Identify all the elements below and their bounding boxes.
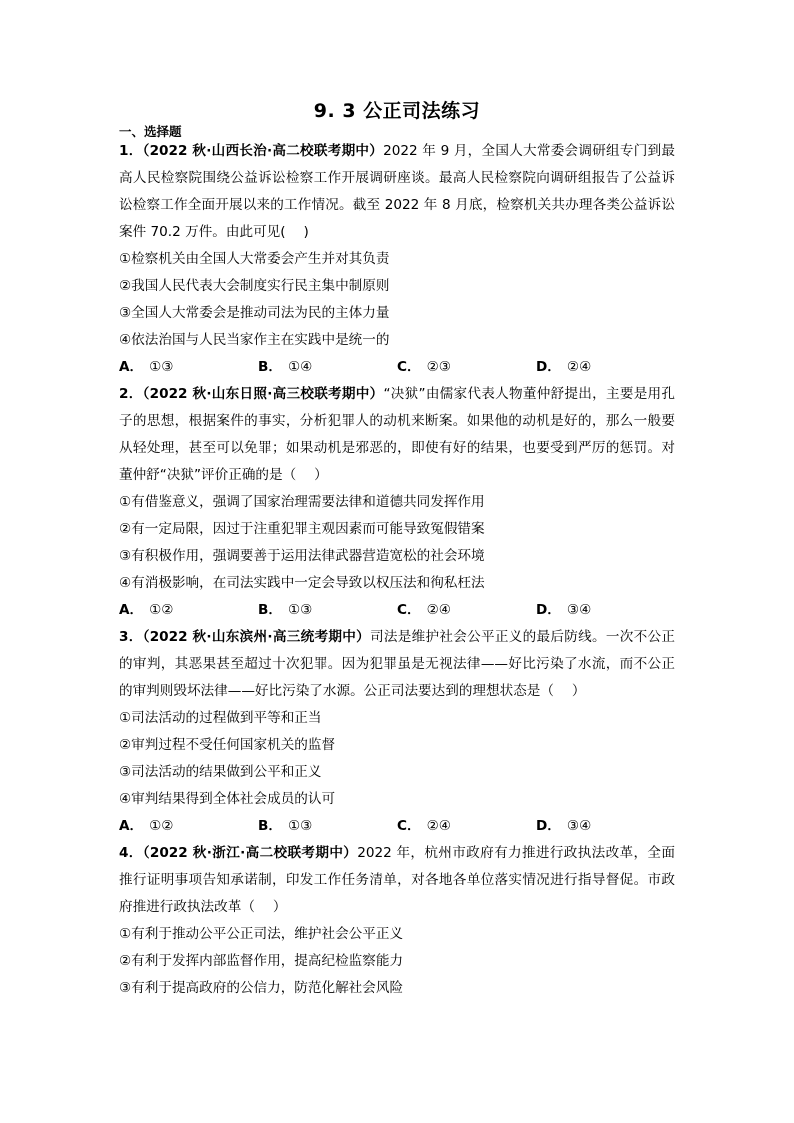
question-text: 2022 年 9 月，全国人大常委会调研组专门到最高人民检察院围绕公益诉讼检察工作开展调研座谈。最高人民检察院向调研组报告了公益诉讼检察工作全面开展以来的工作情况。截至 2022 年 8 月底，检察机关共办理各类公益诉讼案件 70.2 万件。由此可见( ) xyxy=(119,143,675,240)
question-4 xyxy=(119,840,675,1002)
option-1: ①有利于推动公平公正司法，维护社会公平正义 xyxy=(119,926,404,942)
question-text: “决狱”由儒家代表人物董仲舒提出，主要是用孔子的思想，根据案件的事实，分析犯罪人的动机来断案。如果他的动机是好的，那么一般要从轻处理，甚至可以免罪；如果动机是邪恶的，即使有好的结果，也要受到严厉的惩罚。对董仲舒“决狱”评价正确的是（ ） xyxy=(119,386,676,483)
question-stem xyxy=(119,381,675,489)
option-3: ③司法活动的结果做到公平和正义 xyxy=(119,764,322,780)
choice-d[interactable]: D． ③④ xyxy=(536,602,592,618)
option-4: ④依法治国与人民当家作主在实践中是统一的 xyxy=(119,332,390,348)
choice-d[interactable]: D． ③④ xyxy=(536,818,592,834)
question-source: （2022 秋·浙江·高二校联考期中） xyxy=(142,845,358,861)
answer-choices xyxy=(119,813,675,840)
choice-c[interactable]: C． ②④ xyxy=(397,818,451,834)
option-2: ②我国人民代表大会制度实行民主集中制原则 xyxy=(119,278,390,294)
question-text: 2022 年，杭州市政府有力推进行政执法改革，全面推行证明事项告知承诺制，印发工作任务清单，对各地各单位落实情况进行指导督促。市政府推进行政执法改革（ ） xyxy=(119,845,675,915)
question-number: 3． xyxy=(119,629,143,645)
choice-c[interactable]: C． ②④ xyxy=(397,602,451,618)
option-2: ②有利于发挥内部监督作用，提高纪检监察能力 xyxy=(119,953,404,969)
question-number: 4． xyxy=(119,845,143,861)
choice-b[interactable]: B． ①④ xyxy=(258,359,313,375)
question-source: （2022 秋·山东日照·高三校联考期中） xyxy=(142,386,384,402)
question-number: 2． xyxy=(119,386,143,402)
option-2: ②审判过程不受任何国家机关的监督 xyxy=(119,737,336,753)
option-1: ①有借鉴意义，强调了国家治理需要法律和道德共同发挥作用 xyxy=(119,494,485,510)
question-stem xyxy=(119,840,675,921)
page-title: 9. 3 公正司法练习 xyxy=(313,100,481,122)
option-3: ③全国人大常委会是推动司法为民的主体力量 xyxy=(119,305,390,321)
option-3: ③有积极作用，强调要善于运用法律武器营造宽松的社会环境 xyxy=(119,548,485,564)
option-2: ②有一定局限，因过于注重犯罪主观因素而可能导致冤假错案 xyxy=(119,521,485,537)
question-source: （2022 秋·山西长治·高二校联考期中） xyxy=(142,143,384,159)
choice-d[interactable]: D． ②④ xyxy=(536,359,592,375)
choice-b[interactable]: B． ①③ xyxy=(258,818,313,834)
choice-b[interactable]: B． ①③ xyxy=(258,602,313,618)
option-1: ①司法活动的过程做到平等和正当 xyxy=(119,710,322,726)
question-2 xyxy=(119,381,675,624)
section-heading: 一、选择题 xyxy=(119,124,182,139)
option-1: ①检察机关由全国人大常委会产生并对其负责 xyxy=(119,251,390,267)
option-4: ④审判结果得到全体社会成员的认可 xyxy=(119,791,336,807)
question-3 xyxy=(119,624,675,840)
option-3: ③有利于提高政府的公信力，防范化解社会风险 xyxy=(119,980,404,996)
question-source: （2022 秋·山东滨州·高三统考期中） xyxy=(142,629,370,645)
option-4: ④有消极影响，在司法实践中一定会导致以权压法和徇私枉法 xyxy=(119,575,485,591)
question-stem xyxy=(119,624,675,705)
choice-a[interactable]: A． ①② xyxy=(119,818,174,834)
choice-a[interactable]: A． ①② xyxy=(119,602,174,618)
question-list xyxy=(119,138,675,1002)
choice-a[interactable]: A． ①③ xyxy=(119,359,174,375)
answer-choices xyxy=(119,354,675,381)
question-1 xyxy=(119,138,675,381)
answer-choices xyxy=(119,597,675,624)
question-stem xyxy=(119,138,675,246)
choice-c[interactable]: C． ②③ xyxy=(397,359,451,375)
question-number: 1． xyxy=(119,143,143,159)
question-text: 司法是维护社会公平正义的最后防线。一次不公正的审判，其恶果甚至超过十次犯罪。因为犯罪虽是无视法律——好比污染了水流，而不公正的审判则毁坏法律——好比污染了水源。公正司法要达到的理想状态是（ ） xyxy=(119,629,675,699)
